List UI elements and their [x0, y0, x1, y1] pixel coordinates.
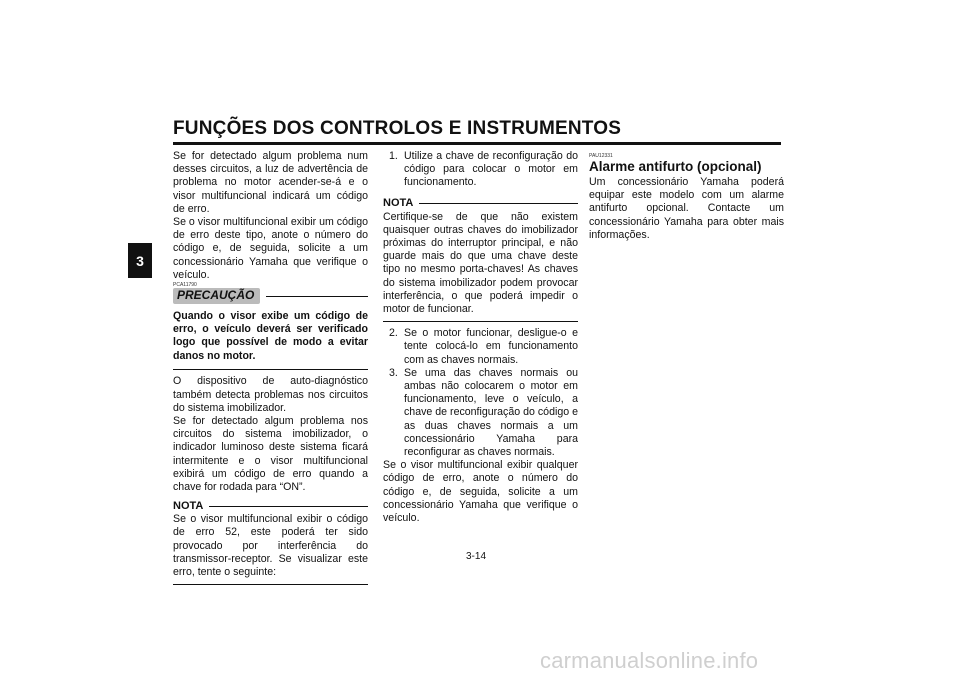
- caution-header: [173, 288, 368, 304]
- nota-label: NOTA: [383, 197, 414, 209]
- step-text: Se o motor funcionar, desligue-o e tente colocá-lo em funcionamento com as chaves normais.: [404, 327, 578, 366]
- caution-badge: PRECAUÇÃO: [173, 288, 260, 303]
- column-left: [173, 150, 368, 590]
- page-number: 3-14: [466, 551, 487, 562]
- caution-rule: [266, 296, 368, 297]
- nota-header: [383, 197, 578, 211]
- list-item: [383, 327, 578, 367]
- paragraph: Se for detectado algum problema num desses circuitos, a luz de advertência de problema no motor acender-se-á e o visor multifuncional indicará um código de erro.: [173, 150, 368, 215]
- section-tab: 3: [128, 243, 152, 278]
- watermark: carmanualsonline.info: [540, 648, 759, 673]
- step-text: Utilize a chave de reconfiguração do código para colocar o motor em funcionamento.: [404, 150, 578, 189]
- column-middle: [383, 150, 578, 525]
- caution-code: PCA11790: [173, 282, 197, 289]
- paragraph: Se o visor multifuncional exibir qualquer código de erro, anote o número do código e, de seguida, solicite a um concessionário Yamaha que verifique o veículo.: [383, 459, 578, 525]
- steps-list: [383, 150, 578, 190]
- list-item: [383, 367, 578, 459]
- step-text: Se uma das chaves normais ou ambas não colocarem o motor em funcionamento, leve o veículo, a chave de reconfiguração do código e as duas chaves normais a um concessionário Yamaha para reconfigurar as chaves normais.: [404, 366, 578, 459]
- paragraph: Se o visor multifuncional exibir um código de erro deste tipo, anote o número do código e, de seguida, solicite a um concessionário Yamaha que verifique o veículo.: [173, 216, 368, 281]
- nota-text: Certifique-se de que não existem quaisquer outras chaves do imobilizador próximas do interruptor principal, e não guarde mais do que uma chave deste tipo no mesmo porta-chaves! As chaves do sistema imobilizador podem provocar interferência, o que poderá impedir o motor de funcionar.: [383, 210, 578, 316]
- section-heading: Alarme antifurto (opcional): [589, 159, 762, 174]
- nota-text: Se o visor multifuncional exibir o código de erro 52, este poderá ter sido provocado por interferência do transmissor-receptor. Se visualizar este erro, tente o seguinte:: [173, 513, 368, 578]
- column-right: [589, 150, 784, 242]
- paragraph: O dispositivo de auto-diagnóstico também detecta problemas nos circuitos do sistema imobilizador.: [173, 375, 368, 414]
- nota-rule: [419, 203, 578, 204]
- step-number: 3.: [389, 366, 398, 379]
- paragraph: Um concessionário Yamaha poderá equipar este modelo com um alarme antifurto opcional. Contacte um concessionário Yamaha para obter mais informações.: [589, 176, 784, 241]
- step-number: 2.: [389, 327, 398, 340]
- list-item: [383, 150, 578, 190]
- title-rule: [173, 142, 781, 145]
- nota-header: [173, 499, 368, 513]
- nota-end-rule: [383, 321, 578, 322]
- nota-rule: [209, 506, 368, 507]
- nota-end-rule: [173, 584, 368, 585]
- page-title: FUNÇÕES DOS CONTROLOS E INSTRUMENTOS: [173, 118, 622, 139]
- step-number: 1.: [389, 150, 398, 162]
- caution-end-rule: [173, 369, 368, 371]
- nota-label: NOTA: [173, 499, 204, 512]
- paragraph: Se for detectado algum problema nos circuitos do sistema imobilizador, o indicador luminoso deste sistema ficará intermitente e o visor multifuncional exibirá um código de erro quando a chave for rodada para “ON”.: [173, 414, 368, 493]
- section-code: PAU12331: [589, 153, 613, 159]
- steps-list: [383, 327, 578, 459]
- caution-text: Quando o visor exibe um código de erro, o veículo deverá ser verificado logo que possível de modo a evitar danos no motor.: [173, 310, 368, 362]
